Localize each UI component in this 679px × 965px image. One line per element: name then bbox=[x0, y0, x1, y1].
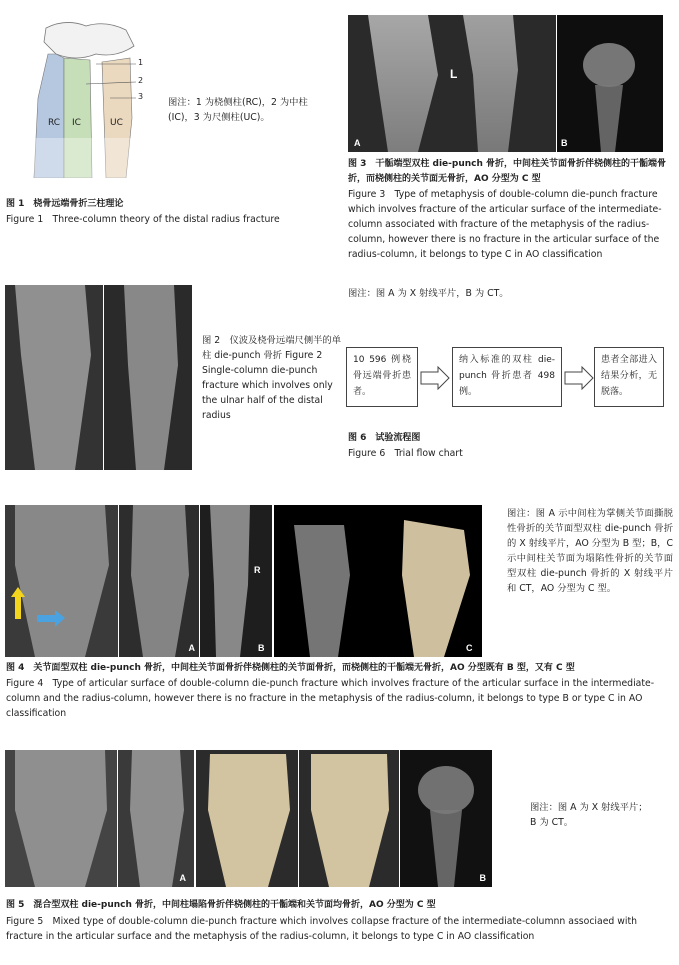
label-3: 3 bbox=[138, 92, 144, 101]
figure-4-panel-a-label: A bbox=[188, 643, 195, 653]
figure-3-note: 图注：图 A 为 X 射线平片，B 为 CT。 bbox=[348, 288, 509, 299]
label-rc: RC bbox=[48, 118, 61, 128]
label-uc: UC bbox=[110, 118, 123, 128]
figure-4-image-c bbox=[274, 505, 482, 657]
figure-4-note: 图注：图 A 示中间柱为掌侧关节面撕脱性骨折的关节面型双柱 die-punch 骨折的 X 射线平片，AO 分型为 B 型；B，C 示中间柱关节面为塌陷性骨折的关节面型双柱 die-punch 骨折的 X 射线平片和 CT，AO 分型为 C 型。 bbox=[507, 508, 673, 594]
figure-3-image-b bbox=[557, 15, 663, 152]
figure-4-marker-r: R bbox=[254, 565, 261, 575]
figure-5-panel-a-label: A bbox=[179, 873, 186, 883]
figure-3-marker-l: L bbox=[450, 67, 458, 81]
figure-6-caption-en: Figure 6 Trial flow chart bbox=[348, 448, 463, 459]
figure-2-caption: 图 2 仪波及桡骨远端尺侧半的单柱 die-punch 骨折 Figure 2 Single-column die-punch fracture which involves only the ulnar half of the distal radius bbox=[202, 335, 342, 421]
figure-5-image-3d-1 bbox=[196, 750, 298, 887]
figure-4-caption-cn: 图 4 关节面型双柱 die-punch 骨折，中间柱关节面骨折伴桡侧柱的关节面骨折，而桡侧柱的干骺端无骨折，AO 分型既有 B 型，又有 C 型 bbox=[6, 663, 575, 673]
figure-5-image-b bbox=[400, 750, 492, 887]
figure-3-panel-a-label: A bbox=[354, 138, 361, 148]
figure-2-image-right bbox=[104, 285, 192, 470]
figure-5-image-a1 bbox=[5, 750, 117, 887]
flow-box-3: 患者全部进入结果分析，无脱落。 bbox=[594, 347, 664, 407]
flow-arrow-1 bbox=[420, 366, 450, 390]
figure-3-image-a bbox=[348, 15, 556, 152]
figure-3-caption-cn: 图 3 干骺端型双柱 die-punch 骨折，中间柱关节面骨折伴桡侧柱的干骺端骨折，而桡侧柱的关节面无骨折，AO 分型为 C 型 bbox=[348, 159, 667, 184]
figure-5-note: 图注：图 A 为 X 射线平片；B 为 CT。 bbox=[530, 802, 648, 828]
figure-5-image-3d-2 bbox=[299, 750, 399, 887]
label-ic: IC bbox=[72, 118, 81, 128]
figure-3-panel-b-label: B bbox=[561, 138, 568, 148]
figure-6-caption-cn: 图 6 试验流程图 bbox=[348, 433, 421, 443]
flow-box-1: 10 596 例桡骨远端骨折患者。 bbox=[346, 347, 418, 407]
figure-4-image-a2 bbox=[119, 505, 199, 657]
figure-3-caption-en: Figure 3 Type of metaphysis of double-column die-punch fracture which involves fracture of the articular surface of the intermediate-column associated with fracture of the metaphysis of the radius-column, however there is no fracture in the articular surface of the radius-column, it belongs to type C in AO classification bbox=[348, 189, 662, 260]
figure-2-image-left bbox=[5, 285, 103, 470]
figure-5-caption-en: Figure 5 Mixed type of double-column die-punch fracture which involves collapse fracture of the intermediate-columnn associaed with fracture in the articular surface and the metaphysis of the radius-column, it belongs to type C in AO classification bbox=[6, 916, 638, 942]
figure-5-image-a2 bbox=[118, 750, 194, 887]
flow-box-2: 纳入标准的双柱 die-punch 骨折患者 498 例。 bbox=[452, 347, 562, 407]
flow-arrow-2 bbox=[564, 366, 594, 390]
figure-1-caption-cn: 图 1 桡骨远端骨折三柱理论 bbox=[6, 199, 124, 209]
figure-1-note: 图注：1 为桡侧柱(RC)，2 为中柱(IC)，3 为尺侧柱(UC)。 bbox=[168, 97, 308, 123]
label-1: 1 bbox=[138, 58, 144, 67]
figure-4-caption-en: Figure 4 Type of articular surface of double-column die-punch fracture which involves fracture of the articular surface in the intermediate-column and the radius-column, however there is no fracture in the metaphysis of the radius-column, it belongs to type B or type C in AO classification bbox=[6, 678, 655, 719]
figure-4-panel-b-label: B bbox=[258, 643, 265, 653]
figure-4-image-b bbox=[200, 505, 272, 657]
figure-5-panel-b-label: B bbox=[479, 873, 486, 883]
figure-5-caption-cn: 图 5 混合型双柱 die-punch 骨折，中间柱塌陷骨折伴桡侧柱的干骺端和关节面均骨折，AO 分型为 C 型 bbox=[6, 900, 436, 910]
figure-4-image-a1 bbox=[5, 505, 118, 657]
figure-1-diagram bbox=[26, 18, 150, 178]
label-2: 2 bbox=[138, 76, 144, 85]
figure-4-panel-c-label: C bbox=[466, 643, 473, 653]
figure-1-caption-en: Figure 1 Three-column theory of the distal radius fracture bbox=[6, 214, 280, 225]
